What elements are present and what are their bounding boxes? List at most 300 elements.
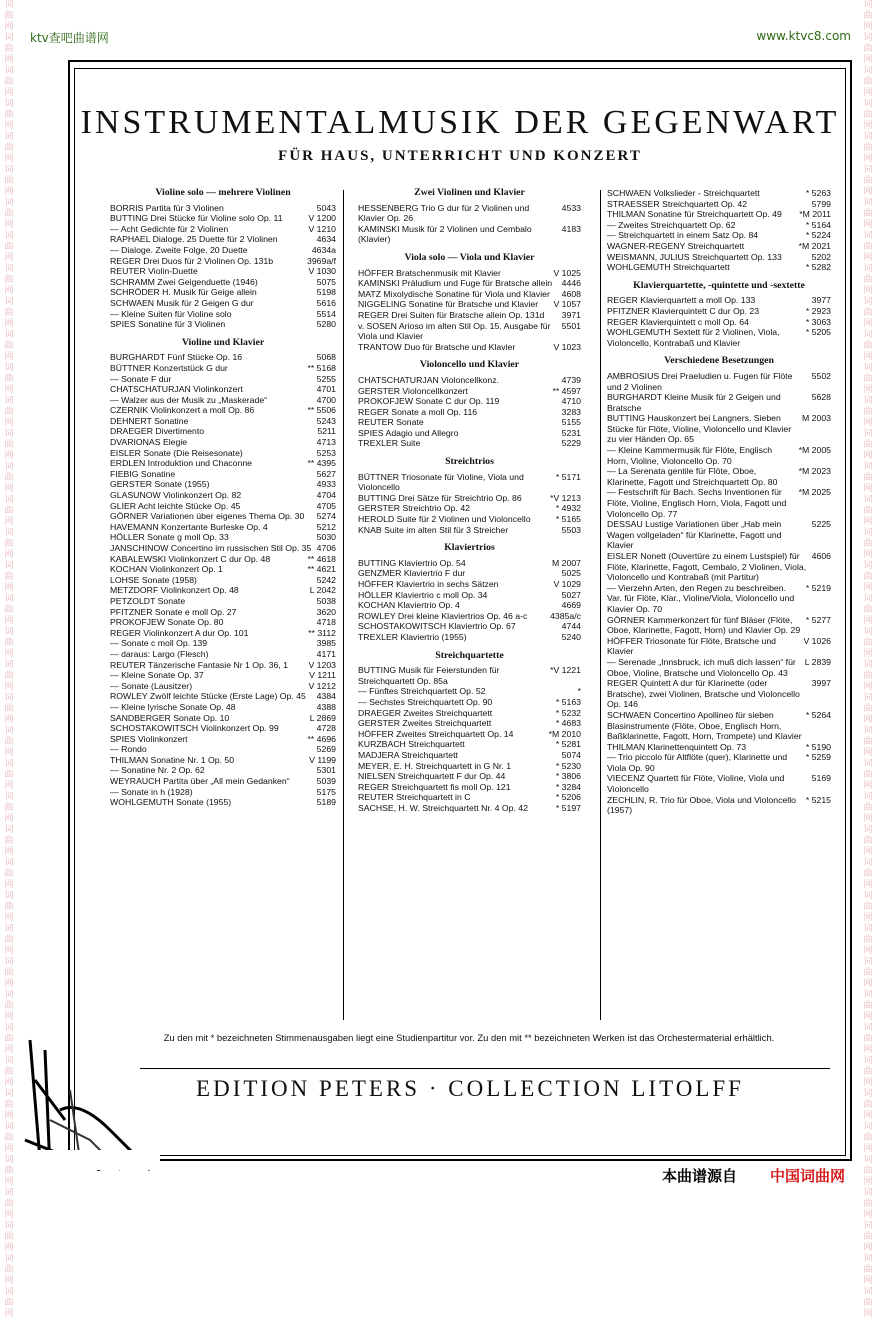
catalog-entry [110,287,336,298]
entry-title: BURGHARDT Fünf Stücke Op. 16 [110,352,243,363]
catalog-entry [358,525,581,536]
entry-title: STRAESSER Streichquartett Op. 42 [607,198,748,209]
catalog-entry [358,718,581,729]
catalog-entry [110,755,336,766]
entry-number: 5175 [316,786,336,797]
catalog-entry [358,590,581,601]
entry-title: FIEBIG Sonatine [110,468,176,479]
entry-number: * 3063 [805,316,831,327]
entry-title: GLIER Acht leichte Stücke Op. 45 [110,500,241,511]
section-heading: Viola solo — Viola und Klavier [404,251,535,263]
entry-number: 4710 [561,396,581,407]
publisher-line: EDITION PETERS · COLLECTION LITOLFF [196,1076,744,1101]
watermark-top-right: www.ktvc8.com [756,29,851,43]
catalog-entry [358,278,581,289]
catalog-entry [110,723,336,734]
entry-title: PFITZNER Klavierquintett C dur Op. 23 [607,305,760,316]
entry-number: 4933 [316,479,336,490]
entry-title: BUTTING Drei Stücke für Violine solo Op. 11 [110,213,283,224]
entry-title: CZERNIK Violinkonzert a moll Op. 86 [110,405,255,416]
catalog-entry [358,665,581,686]
section-heading: Violine solo — mehrere Violinen [155,187,291,198]
entry-number: 5269 [316,744,336,755]
catalog-entry [358,289,581,300]
entry-number: 4706 [316,543,336,553]
entry-title: DRAEGER Divertimento [110,426,205,437]
entry-title: REGER Klavierquintett c moll Op. 64 [607,316,749,327]
catalog-entry [358,438,581,449]
entry-number: 4385a/c [550,610,581,621]
catalog-entry [358,310,581,321]
entry-number: * 5164 [805,219,831,230]
catalog-entry [607,199,831,210]
side-watermark-right: 词曲网 词曲网 词曲网 词曲网 词曲网 词曲网 词曲网 词曲网 词曲网 词曲网 词曲网 词曲网 词曲网 词曲网 词曲网 词曲网 词曲网 词曲网 词曲网 词曲网 词曲网 词曲网 词曲网 词曲网 词曲网 词曲网 词曲网 词曲网 词曲网 词曲网 词曲网 词曲网 词曲网 词曲网 词曲网 词曲网 词曲网 词曲网 词曲网 词曲网 [863,0,873,1319]
catalog-entry [358,579,581,590]
entry-number: M 2007 [552,557,581,568]
entry-number: *M 2005 [798,445,831,456]
entry-number: 4701 [316,384,336,395]
entry-number: 5514 [316,308,336,319]
entry-title: TRANTOW Duo für Bratsche und Klavier [358,341,516,352]
entry-number: * 5206 [555,792,581,803]
entry-number: 5025 [561,568,581,579]
catalog-entry [110,256,336,267]
entry-number: 4728 [316,723,336,734]
entry-title: PFITZNER Sonate e moll Op. 27 [110,606,237,617]
entry-number: 4704 [316,490,336,501]
entry-number: 5043 [316,202,336,213]
entry-number: * 4683 [555,718,581,729]
catalog-entry [358,472,581,493]
catalog-entry [110,691,336,702]
entry-number: ** 4597 [552,385,581,396]
catalog-entry [110,426,336,437]
entry-number: M 2003 [802,413,831,424]
entry-number: 5211 [317,426,336,437]
entry-title: HEROLD Suite für 2 Violinen und Violoncello [358,514,531,525]
entry-number: 4634a [311,244,336,255]
catalog-entry [110,575,336,586]
entry-title: BÜTTNER Triosonate für Violine, Viola und Violoncello [358,471,524,493]
catalog-entry [110,277,336,288]
entry-title: GERSTER Zweites Streichquartett [358,718,492,729]
catalog-entry [110,448,336,459]
entry-title: BUTTING Drei Sätze für Streichtrio Op. 86 [358,492,522,503]
entry-title: EISLER Sonate (Die Reisesonate) [110,447,243,458]
catalog-entry [110,245,336,256]
entry-number: * 3806 [555,771,581,782]
catalog-entry [110,543,336,554]
section-heading: Violine und Klavier [181,336,265,348]
entry-number: V 1023 [553,341,581,352]
catalog-entry [110,511,336,522]
catalog-entry [607,636,831,657]
catalog-entry [110,437,336,448]
entry-number: *M 2023 [798,466,831,477]
entry-title: — Sonate (Lausitzer) [110,680,193,691]
entry-title: DRAEGER Zweites Streichquartett [358,707,493,718]
entry-title: THILMAN Klarinettenquintett Op. 73 [607,741,747,752]
catalog-entry [358,558,581,569]
catalog-columns [110,187,831,1024]
entry-title: BUTTING Klaviertrio Op. 54 [358,557,466,568]
catalog-entry [110,309,336,320]
entry-number: * 5190 [805,741,831,752]
catalog-column [607,188,831,816]
catalog-entry [607,317,831,328]
entry-number: 5212 [316,521,336,532]
entry-number: * 5281 [555,739,581,750]
entry-title: GERSTER Streichtrio Op. 42 [358,503,471,514]
catalog-entry [110,319,336,330]
catalog-entry [358,686,581,697]
entry-title: — Streichquartett in einem Satz Op. 84 [607,230,759,241]
page-subtitle: FÜR HAUS, UNTERRICHT UND KONZERT [278,148,642,164]
entry-title: HAVEMANN Konzertante Burleske Op. 4 [110,521,268,532]
entry-number: 3977 [811,295,831,306]
watermark-top-left: ktv查吧曲谱网 [30,31,109,45]
entry-title: WOHLGEMUTH Sextett für 2 Violinen, Viola, Violoncello, Kontrabaß und Klavier [607,327,780,348]
entry-number: * 5163 [555,696,581,707]
catalog-entry [110,744,336,755]
entry-title: HESSENBERG Trio G dur für 2 Violinen und Klavier Op. 26 [358,202,530,224]
catalog-entry [607,252,831,263]
catalog-entry [607,551,831,583]
catalog-entry [607,392,831,413]
footnote: Zu den mit * bezeichneten Stimmenausgaben liegt eine Studienpartitur vor. Zu den mit ** bezeichneten Werken ist das Orchestermaterial erhältlich. [163,1032,775,1043]
entry-title: MADJERA Streichquartett [358,749,458,760]
entry-title: ZECHLIN, R. Trio für Oboe, Viola und Violoncello (1957) [607,794,796,816]
entry-title: REGER Streichquartett fis moll Op. 121 [358,781,511,792]
catalog-entry [358,611,581,622]
entry-title: MEYER, E. H. Streichquartett in G Nr. 1 [358,760,512,771]
catalog-entry [358,417,581,428]
entry-number: 5038 [316,595,336,606]
entry-title: SCHOSTAKOWITSCH Violinkonzert Op. 99 [110,723,279,734]
entry-number: *V 1213 [550,492,581,503]
entry-number: *M 2010 [548,728,581,739]
catalog-entry [358,203,581,224]
catalog-entry [358,792,581,803]
entry-number: V 1199 [309,754,336,765]
catalog-entry [358,632,581,643]
catalog-entry [110,617,336,628]
catalog-entry [358,503,581,514]
entry-number: 3969a/f [307,255,336,266]
catalog-entry [110,628,336,639]
entry-title: HÖFFER Klaviertrio in sechs Sätzen [358,579,499,589]
entry-title: — Kleine Suiten für Violine solo [110,308,232,319]
entry-title: SCHWAEN Volkslieder - Streichquartett [607,188,760,198]
entry-title: — Serenade „Innsbruck, ich muß dich lassen“ für Oboe, Violine, Bratsche und Violoncello Op. 43 [607,656,796,678]
entry-number: 5280 [316,319,336,330]
entry-title: — Sonate F dur [110,373,172,384]
catalog-entry [110,395,336,406]
catalog-entry [110,702,336,713]
catalog-entry [607,752,831,773]
catalog-entry [110,203,336,214]
entry-number: 5202 [811,251,831,262]
entry-title: TREXLER Klaviertrio (1955) [358,631,467,642]
catalog-entry [358,299,581,310]
entry-number: 5231 [561,427,581,438]
entry-number: 5502 [811,370,831,381]
entry-title: — Fünftes Streichquartett Op. 52 [358,686,486,697]
entry-title: WEISMANN, JULIUS Streichquartett Op. 133 [607,251,782,262]
entry-title: BÜTTNER Konzertstück G dur [110,362,228,373]
entry-number: * 5282 [805,262,831,273]
entry-number: * 5224 [805,230,831,241]
entry-title: WOHLGEMUTH Sonate (1955) [110,797,232,808]
entry-number: * 5259 [805,752,831,763]
entry-title: BUTTING Musik für Feierstunden für Streichquartett Op. 85a [358,665,500,686]
catalog-entry [358,600,581,611]
catalog-entry [358,708,581,719]
entry-title: LOHSE Sonate (1958) [110,574,197,585]
entry-number: V 1210 [308,223,336,234]
catalog-entry [607,371,831,392]
entry-title: GLASUNOW Violinkonzert Op. 82 [110,490,242,501]
catalog-entry [110,352,336,363]
entry-title: REUTER Sonate [358,417,424,428]
entry-title: WOHLGEMUTH Streichquartett [607,262,730,273]
entry-title: BURGHARDT Kleine Musik für 2 Geigen und Bratsche [607,392,781,413]
entry-title: — Festschrift für Bach. Sechs Inventionen für Flöte, Violine, Englisch Horn, Viola, Fagott und Violoncello Op. 77 [607,487,787,519]
entry-title: — Rondo [110,744,147,755]
catalog-entry [607,209,831,220]
entry-number: * 5263 [805,188,831,198]
catalog-entry [110,638,336,649]
entry-title: ERDLEN Introduktion und Chaconne [110,458,252,469]
catalog-entry [110,734,336,745]
catalog-entry [110,776,336,787]
entry-title: REGER Drei Duos für 2 Violinen Op. 131b [110,255,274,266]
entry-number: 4183 [561,223,581,234]
entry-number: 5274 [316,511,336,522]
entry-number: V 1200 [308,213,336,224]
entry-number: V 1030 [308,266,336,277]
entry-title: REGER Quintett A dur für Klarinette (oder Bratsche), zwei Violinen, Bratsche und Violoncello Op. 146 [607,678,800,710]
entry-number: 4713 [316,437,336,448]
entry-number: 5503 [561,524,581,535]
entry-title: REUTER Violin-Duette [110,266,198,277]
catalog-entry [110,266,336,277]
entry-title: — Kleine Sonate Op. 37 [110,670,204,681]
side-watermark-left: 词曲网 词曲网 词曲网 词曲网 词曲网 词曲网 词曲网 词曲网 词曲网 词曲网 词曲网 词曲网 词曲网 词曲网 词曲网 词曲网 词曲网 词曲网 词曲网 词曲网 词曲网 词曲网 词曲网 词曲网 词曲网 词曲网 词曲网 词曲网 词曲网 词曲网 词曲网 词曲网 词曲网 词曲网 词曲网 词曲网 词曲网 词曲网 词曲网 词曲网 [4,0,14,1319]
catalog-entry [358,268,581,279]
entry-title: MATZ Mixolydische Sonatine für Viola und Klavier [358,288,550,299]
catalog-entry [110,554,336,565]
entry-number: * 5277 [805,614,831,625]
entry-number: 3997 [811,678,831,689]
entry-title: HÖFFER Bratschenmusik mit Klavier [358,267,501,278]
entry-title: SANDBERGER Sonate Op. 10 [110,712,230,723]
entry-title: SPIES Violinkonzert [110,733,188,744]
entry-number: 3971 [561,309,581,320]
catalog-entry [358,224,581,245]
catalog-entry [358,386,581,397]
entry-number: V 1029 [553,579,581,589]
catalog-entry [110,787,336,798]
entry-number: 4718 [316,617,336,628]
entry-number: 4384 [316,691,336,702]
entry-title: CHATSCHATURJAN Violinkonzert [110,384,243,395]
catalog-entry [607,519,831,551]
entry-title: — Sonatine Nr. 2 Op. 62 [110,765,205,776]
entry-title: VIECENZ Quartett für Flöte, Violine, Viola und Violoncello [607,773,785,795]
entry-number: ** 5168 [307,362,336,373]
entry-number: V 1057 [553,299,581,310]
entry-title: — daraus: Largo (Flesch) [110,648,209,659]
entry-title: KAMINSKI Präludium und Fuge für Bratsche allein [358,278,553,289]
catalog-entry [607,230,831,241]
entry-number: ** 5506 [307,405,336,416]
entry-title: HÖFFER Zweites Streichquartett Op. 14 [358,728,514,739]
page-title: INSTRUMENTALMUSIK DER GEGENWART [80,104,840,141]
catalog-entry [358,514,581,525]
entry-number: *M 2025 [798,487,831,498]
catalog-entry [607,615,831,636]
catalog-entry [110,681,336,692]
catalog-entry [358,621,581,632]
entry-title: KNAB Suite im alten Stil für 3 Streicher [358,524,509,535]
catalog-entry [110,384,336,395]
catalog-entry [110,479,336,490]
catalog-entry [110,363,336,374]
entry-title: PROKOFJEW Sonate Op. 80 [110,617,224,628]
catalog-entry [358,761,581,772]
entry-title: — Sonate in h (1928) [110,786,193,797]
entry-title: HÖLLER Sonate g moll Op. 33 [110,532,229,543]
entry-number: 4634 [316,234,336,245]
entry-title: KAMINSKI Musik für 2 Violinen und Cembalo (Klavier) [358,223,532,245]
entry-title: v. SOSEN Arioso im alten Stil Op. 15. Ausgabe für Viola und Klavier [358,320,551,342]
entry-number: * 5230 [555,760,581,771]
entry-title: NIELSEN Streichquartett F dur Op. 44 [358,771,506,782]
entry-number: 3985 [316,638,336,649]
entry-title: — Sechstes Streichquartett Op. 90 [358,696,493,707]
entry-title: GERSTER Violoncellkonzert [358,385,468,396]
entry-title: PETZOLDT Sonate [110,595,186,606]
catalog-entry [607,710,831,742]
section-heading: Violoncello und Klavier [419,359,520,371]
catalog-entry [110,298,336,309]
entry-title: ROWLEY Zwölf leichte Stücke (Erste Lage) Op. 45 [110,691,306,702]
entry-number: * 5165 [555,514,581,525]
section-heading: Streichtrios [445,456,494,468]
catalog-entry [607,657,831,678]
entry-number: 5169 [811,773,831,784]
entry-number: 4700 [316,394,336,405]
catalog-entry [110,374,336,385]
entry-number: 5030 [316,532,336,543]
catalog-entry [607,188,831,199]
entry-title: — Kleine lyrische Sonate Op. 48 [110,701,236,712]
entry-title: — Kleine Kammermusik für Flöte, Englisch Horn, Violine, Violoncello Op. 70 [607,445,773,466]
entry-number: L 2042 [309,585,336,596]
catalog-entry [607,413,831,445]
catalog-entry [358,342,581,353]
entry-number: 3620 [316,606,336,617]
catalog-entry [358,771,581,782]
entry-title: AMBROSIUS Drei Praeludien u. Fugen für Flöte und 2 Violinen [607,370,793,392]
entry-number: 5616 [316,297,336,308]
divider [140,1068,830,1069]
catalog-entry [607,678,831,710]
entry-number: 5628 [811,392,831,403]
catalog-entry [110,713,336,724]
catalog-entry [607,262,831,273]
section-heading: Verschiedene Besetzungen [664,355,774,367]
entry-title: CHATSCHATURJAN Violoncellkonz. [358,374,499,385]
entry-number: 4739 [561,374,581,385]
section-heading: Zwei Violinen und Klavier [414,187,525,198]
catalog-entry [358,428,581,439]
catalog-entry [110,660,336,671]
entry-number: 5189 [316,797,336,808]
entry-title: KOCHAN Klaviertrio Op. 4 [358,600,460,611]
catalog-entry [607,306,831,317]
entry-number: 5501 [561,320,581,331]
catalog-entry [607,742,831,753]
entry-number: 4606 [811,551,831,561]
entry-title: KABALEWSKI Violinkonzert C dur Op. 48 [110,553,271,564]
entry-number: 4171 [316,648,336,659]
entry-title: NIGGELING Sonatine für Bratsche und Klavier [358,299,539,310]
entry-title: — La Serenata gentile für Flöte, Oboe, Klarinette, Fagott und Streichquartett Op. 80 [607,466,778,487]
entry-title: TREXLER Suite [358,438,421,449]
catalog-entry [358,803,581,814]
entry-title: WAGNER-REGENY Streichquartett [607,240,745,251]
entry-title: REGER Klavierquartett a moll Op. 133 [607,295,756,306]
catalog-entry [110,564,336,575]
catalog-entry [110,234,336,245]
entry-number: 3283 [561,406,581,417]
entry-number: ** 4621 [307,564,336,575]
entry-number: *V 1221 [550,665,581,676]
entry-title: BUTTING Hauskonzert bei Langners. Sieben Stücke für Flöte, Violine, Violoncello und Klavier zu vier Händen Op. 65 [607,413,792,445]
entry-title: WEYRAUCH Partita über „All mein Gedanken“ [110,776,290,787]
catalog-entry [358,568,581,579]
entry-title: JANSCHINOW Concertino im russischen Stil Op. 35 [110,543,312,553]
catalog-entry [358,739,581,750]
entry-number: 5627 [316,468,336,479]
catalog-entry [358,407,581,418]
catalog-entry [607,327,831,348]
entry-title: PROKOFJEW Sonate C dur Op. 119 [358,396,500,407]
entry-title: HÖLLER Klaviertrio c moll Op. 34 [358,589,488,600]
entry-number: 4388 [316,701,336,712]
catalog-entry [358,729,581,740]
catalog-entry [110,522,336,533]
entry-number: * 5232 [555,707,581,718]
entry-title: REUTER Streichquartett in C [358,792,471,803]
entry-number: 5155 [561,417,581,428]
catalog-entry [110,585,336,596]
entry-title: — Vierzehn Arten, den Regen zu beschreiben. Var. für Flöte, Klar., Violine/Viola, Violoncello und Klavier Op. 70 [607,582,795,614]
section-heading: Streichquartette [435,649,504,661]
catalog-entry [607,795,831,816]
entry-number: 4446 [561,278,581,289]
watermark-bottom-right: 中国词曲网 [769,1167,845,1185]
entry-number: V 1025 [553,267,581,278]
catalog-entry [607,487,831,519]
catalog-entry [358,750,581,761]
entry-title: GÖRNER Variationen über eigenes Thema Op. 30 [110,511,305,522]
entry-title: GÖRNER Kammerkonzert für fünf Bläser (Flöte, Oboe, Klarinette, Fagott, Horn) und Klavier Op. 29 [607,614,801,636]
section-heading: Klaviertrios [444,542,495,554]
entry-number: L 2839 [804,656,831,667]
